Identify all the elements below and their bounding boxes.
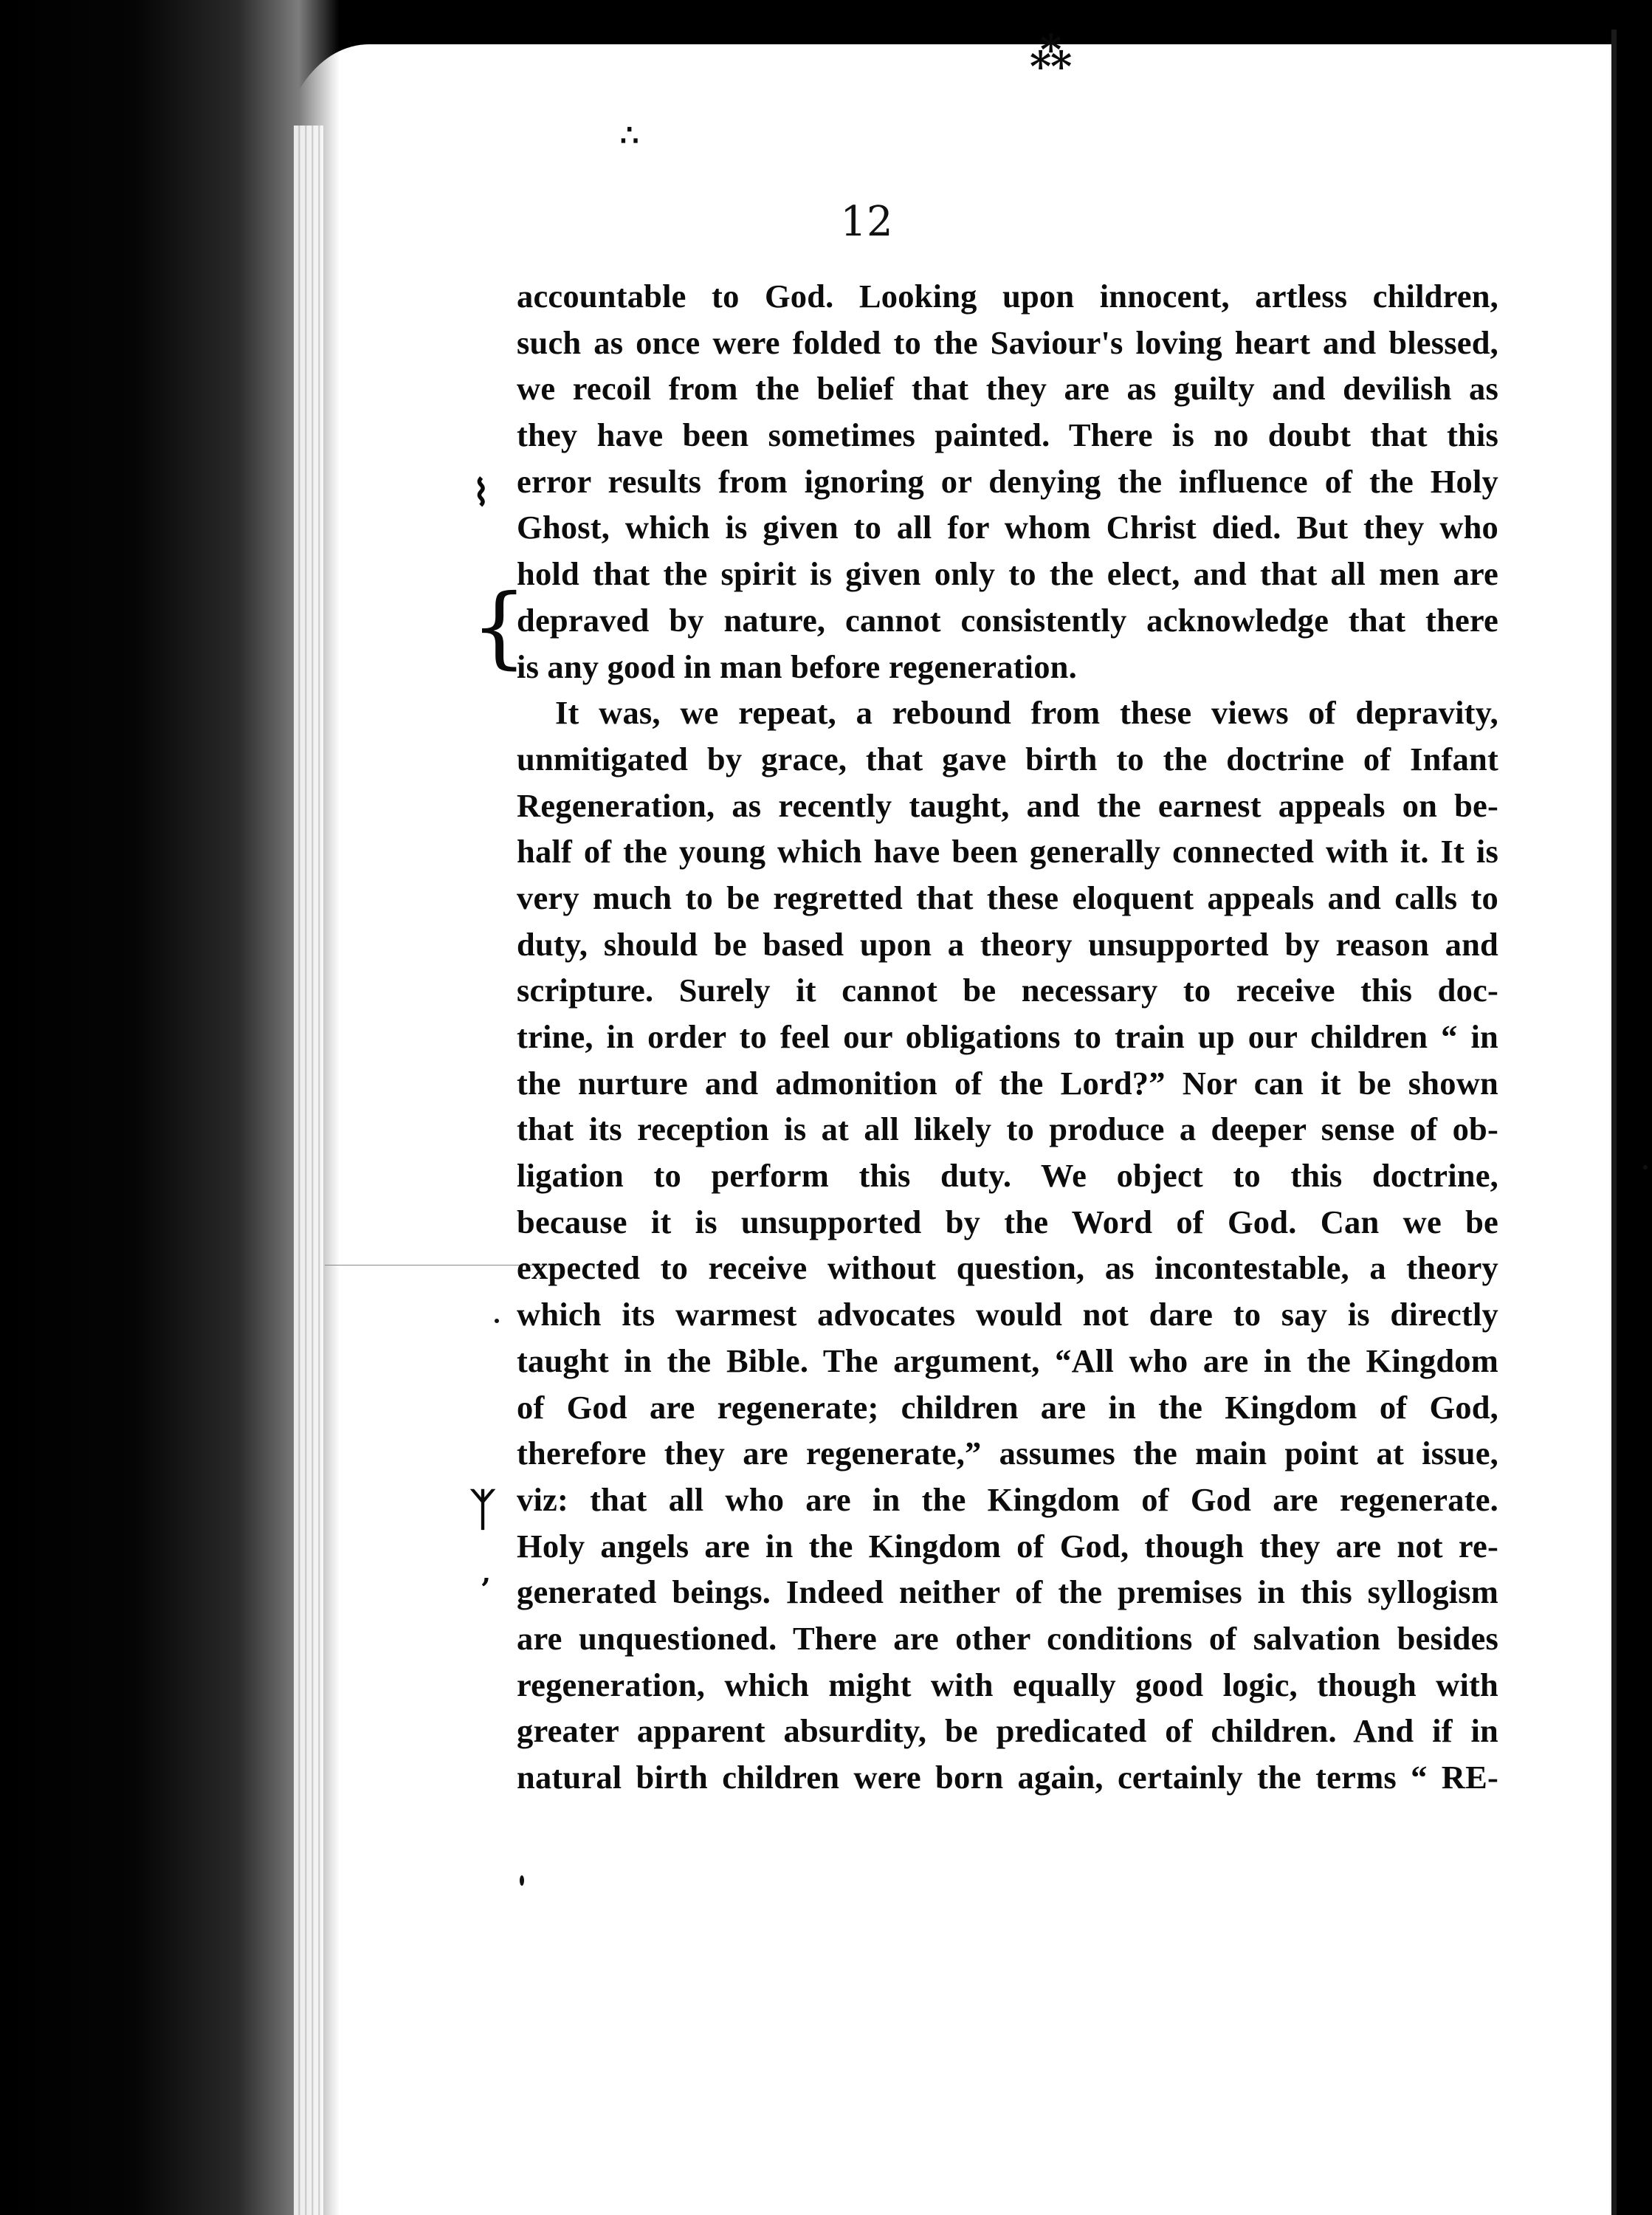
text-line: of God are regenerate; children are in the Kingdom of God, bbox=[517, 1388, 1498, 1426]
page-number: 12 bbox=[840, 198, 893, 246]
text-line: because it is unsupported by the Word of God. Can we be bbox=[517, 1203, 1498, 1240]
text-line: accountable to God. Looking upon innocent, artless children, bbox=[517, 278, 1498, 315]
text-line: the nurture and admonition of the Lord?” Nor can it be shown bbox=[517, 1064, 1498, 1102]
right-shadow-strip bbox=[1617, 0, 1652, 2215]
text-line: we recoil from the belief that they are as guilty and devilish as bbox=[517, 370, 1498, 408]
text-line: regeneration, which might with equally good logic, though with bbox=[517, 1666, 1498, 1703]
text-line: greater apparent absurdity, be predicated of children. And if in bbox=[517, 1712, 1498, 1750]
body-text bbox=[517, 273, 1498, 1801]
margin-mark-2: ᛉ bbox=[469, 1484, 496, 1536]
margin-bracket-mark: { bbox=[471, 576, 528, 679]
text-line: hold that the spirit is given only to the elect, and that all men are bbox=[517, 555, 1498, 593]
text-line: they have been sometimes painted. There is no doubt that this bbox=[517, 416, 1498, 454]
text-line: viz: that all who are in the Kingdom of God are regenerate. bbox=[517, 1480, 1498, 1518]
text-line: therefore they are regenerate,” assumes the main point at issue, bbox=[517, 1435, 1498, 1472]
text-line: It was, we repeat, a rebound from these views of depravity, bbox=[555, 694, 1498, 732]
text-line: that its reception is at all likely to produce a deeper sense of ob- bbox=[517, 1110, 1498, 1148]
text-line: which its warmest advocates would not dare to say is directly bbox=[517, 1296, 1498, 1333]
text-line: Regeneration, as recently taught, and the earnest appeals on be- bbox=[517, 786, 1498, 824]
margin-mark-1: ⌇ bbox=[472, 473, 490, 514]
text-line: is any good in man before regeneration. bbox=[517, 648, 1077, 685]
text-line: half of the young which have been generally connected with it. It is bbox=[517, 833, 1498, 870]
text-line: expected to receive without question, as incontestable, a theory bbox=[517, 1249, 1498, 1287]
speck-dot bbox=[520, 1875, 524, 1886]
text-line: error results from ignoring or denying the influence of the Holy bbox=[517, 462, 1498, 500]
text-line: duty, should be based upon a theory unsupported by reason and bbox=[517, 925, 1498, 963]
text-line: generated beings. Indeed neither of the premises in this syllogism bbox=[517, 1573, 1498, 1611]
top-speck-mark: ⁂ bbox=[1030, 30, 1073, 78]
text-line: are unquestioned. There are other conditions of salvation besides bbox=[517, 1619, 1498, 1657]
text-line: unmitigated by grace, that gave birth to the doctrine of Infant bbox=[517, 740, 1498, 777]
page-edge-lines bbox=[294, 126, 323, 2215]
top-left-speck-mark: ∴ bbox=[620, 118, 639, 153]
gutter-shadow bbox=[0, 0, 340, 2215]
text-line: such as once were folded to the Saviour's loving heart and blessed, bbox=[517, 323, 1498, 361]
text-line: natural birth children were born again, certainly the terms “ RE- bbox=[517, 1759, 1498, 1796]
text-line: very much to be regretted that these eloquent appeals and calls to bbox=[517, 879, 1498, 916]
text-line: taught in the Bible. The argument, “All who are in the Kingdom bbox=[517, 1342, 1498, 1379]
text-line: depraved by nature, cannot consistently acknowledge that there bbox=[517, 601, 1498, 639]
text-line: ligation to perform this duty. We object to this doctrine, bbox=[517, 1157, 1498, 1195]
text-line: Ghost, which is given to all for whom Christ died. But they who bbox=[517, 509, 1498, 546]
margin-mark-3: ʼ bbox=[480, 1573, 490, 1607]
speck-dot bbox=[1643, 1165, 1648, 1170]
page-top-curve bbox=[281, 44, 1652, 207]
speck-dot bbox=[495, 1319, 499, 1323]
text-line: Holy angels are in the Kingdom of God, though they are not re- bbox=[517, 1527, 1498, 1565]
text-line: trine, in order to feel our obligations to train up our children “ in bbox=[517, 1018, 1498, 1055]
text-line: scripture. Surely it cannot be necessary to receive this doc- bbox=[517, 972, 1498, 1009]
